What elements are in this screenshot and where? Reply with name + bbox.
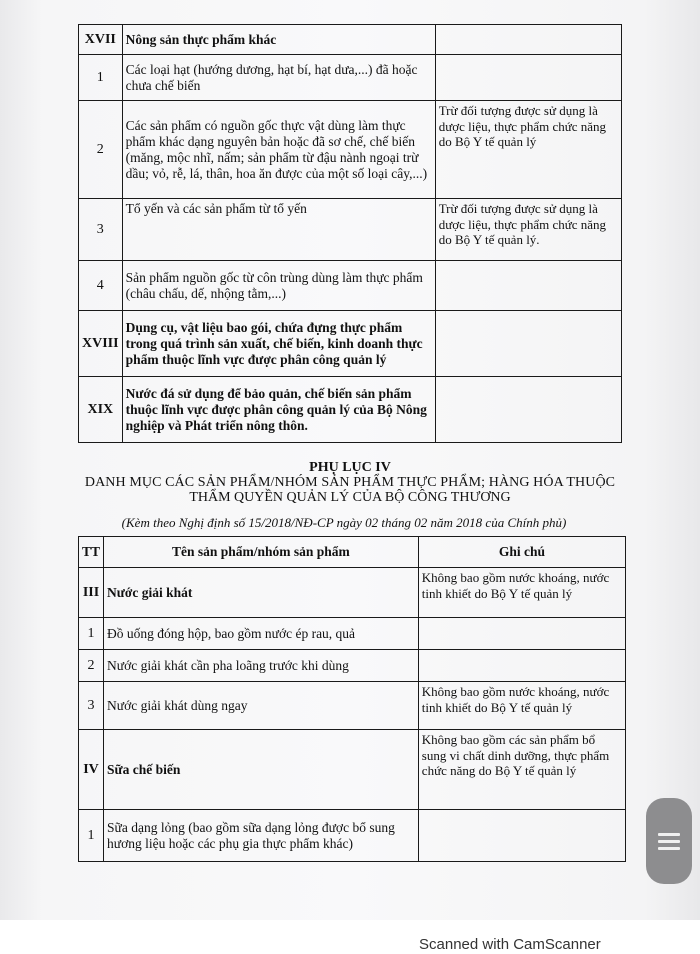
table-row xyxy=(79,55,622,101)
table-row xyxy=(79,618,626,650)
product-name: Tổ yến và các sản phẩm từ tổ yến xyxy=(122,199,435,261)
row-number: 1 xyxy=(79,618,104,650)
header-tt: TT xyxy=(79,537,104,568)
header-note: Ghi chú xyxy=(418,537,625,568)
product-name: Sữa chế biến xyxy=(104,730,419,810)
product-name: Dụng cụ, vật liệu bao gói, chứa đựng thực phẩm trong quá trình sản xuất, chế biến, kinh doanh thực phẩm thuộc lĩnh vực được phân công quản lý xyxy=(122,311,435,377)
menu-icon-bar xyxy=(658,840,680,843)
header-product-name: Tên sản phẩm/nhóm sản phẩm xyxy=(104,537,419,568)
row-number: 3 xyxy=(79,682,104,730)
appendix-iv-table xyxy=(78,536,626,862)
table-row xyxy=(79,650,626,682)
appendix-title: PHỤ LỤC IV xyxy=(309,460,391,475)
table-row xyxy=(79,568,626,618)
product-name: Nước giải khát cần pha loãng trước khi dùng xyxy=(104,650,419,682)
table-row xyxy=(79,682,626,730)
row-number: XIX xyxy=(79,377,123,443)
row-number: 1 xyxy=(79,55,123,101)
product-name: Nước giải khát dùng ngay xyxy=(104,682,419,730)
row-note: Không bao gồm nước khoáng, nước tinh khiết do Bộ Y tế quản lý xyxy=(418,682,625,730)
row-number: 4 xyxy=(79,261,123,311)
product-name: Các loại hạt (hướng dương, hạt bí, hạt dưa,...) đã hoặc chưa chế biến xyxy=(122,55,435,101)
row-number: IV xyxy=(79,730,104,810)
row-note xyxy=(435,25,621,55)
camscanner-watermark: Scanned with CamScanner xyxy=(419,936,601,953)
product-name: Nước đá sử dụng để bảo quản, chế biến sản phẩm thuộc lĩnh vực được phân công quản lý của Bộ Nông nghiệp và Phát triển nông thôn. xyxy=(122,377,435,443)
product-table-continued xyxy=(78,24,622,443)
row-number: XVII xyxy=(79,25,123,55)
row-note xyxy=(435,55,621,101)
appendix-subtitle-line2: THẨM QUYỀN QUẢN LÝ CỦA BỘ CÔNG THƯƠNG xyxy=(189,490,511,505)
row-note xyxy=(435,377,621,443)
table-row xyxy=(79,261,622,311)
product-name: Các sản phẩm có nguồn gốc thực vật dùng làm thực phẩm khác dạng nguyên bản hoặc đã sơ chế, chế biến (măng, mộc nhĩ, nấm; sản phẩm từ đậu nành ngoại trừ dầu; vỏ, rễ, lá, thân, hoa ăn được của một số loại cây,...) xyxy=(122,101,435,199)
row-note: Không bao gồm các sản phẩm bổ sung vi chất dinh dưỡng, thực phẩm chức năng do Bộ Y tế quản lý xyxy=(418,730,625,810)
row-note xyxy=(418,650,625,682)
product-name: Nông sản thực phẩm khác xyxy=(122,25,435,55)
row-number: III xyxy=(79,568,104,618)
row-note: Không bao gồm nước khoáng, nước tinh khiết do Bộ Y tế quản lý xyxy=(418,568,625,618)
appendix-decree-reference: (Kèm theo Nghị định số 15/2018/NĐ-CP ngày 02 tháng 02 năm 2018 của Chính phủ) xyxy=(121,515,567,530)
row-number: 3 xyxy=(79,199,123,261)
product-name: Sản phẩm nguồn gốc từ côn trùng dùng làm thực phẩm (châu chấu, dế, nhộng tằm,...) xyxy=(122,261,435,311)
menu-icon-bar xyxy=(658,847,680,850)
menu-icon[interactable] xyxy=(646,798,692,884)
row-note xyxy=(435,261,621,311)
appendix-subtitle-line1: DANH MỤC CÁC SẢN PHẨM/NHÓM SẢN PHẨM THỰC PHẨM; HÀNG HÓA THUỘC xyxy=(84,475,616,490)
row-number: XVIII xyxy=(79,311,123,377)
table-row xyxy=(79,810,626,862)
row-number: 1 xyxy=(79,810,104,862)
product-name: Sữa dạng lỏng (bao gồm sữa dạng lỏng được bổ sung hương liệu hoặc các phụ gia thực phẩm khác) xyxy=(104,810,419,862)
row-note: Trừ đối tượng được sử dụng là dược liệu, thực phẩm chức năng do Bộ Y tế quản lý. xyxy=(435,199,621,261)
table-row xyxy=(79,730,626,810)
row-number: 2 xyxy=(79,101,123,199)
table-row xyxy=(79,101,622,199)
table-row xyxy=(79,25,622,55)
product-name: Nước giải khát xyxy=(104,568,419,618)
table-row xyxy=(79,311,622,377)
row-note xyxy=(418,618,625,650)
row-number: 2 xyxy=(79,650,104,682)
row-note: Trừ đối tượng được sử dụng là dược liệu, thực phẩm chức năng do Bộ Y tế quản lý xyxy=(435,101,621,199)
menu-icon-bar xyxy=(658,833,680,836)
table-row xyxy=(79,199,622,261)
product-name: Đồ uống đóng hộp, bao gồm nước ép rau, quả xyxy=(104,618,419,650)
table-header-row xyxy=(79,537,626,568)
row-note xyxy=(435,311,621,377)
table-row xyxy=(79,377,622,443)
row-note xyxy=(418,810,625,862)
